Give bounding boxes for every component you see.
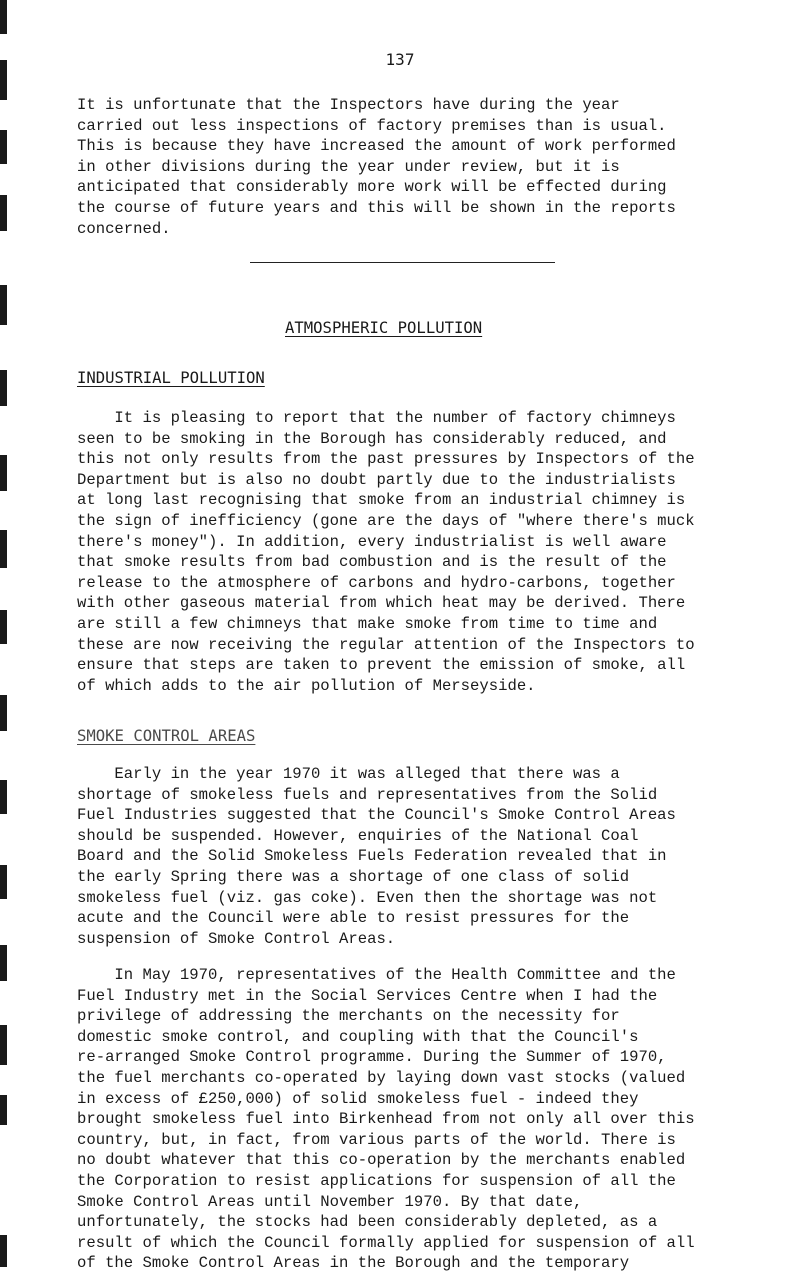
smoke-control-paragraph-1: Early in the year 1970 it was alleged that there was a shortage of smokeless fuels and representatives from the Solid Fuel Industries suggested that the Council's Smoke Control Areas should be suspended. However, enquiries of the National Coal Board and the Solid Smokeless Fuels Federation revealed that in the early Spring there was a shortage of one class of solid smokeless fuel (viz. gas coke). Even then the shortage was not acute and the Council were able to resist pressures for the suspension of Smoke Control Areas.: [77, 765, 676, 948]
industrial-pollution-heading: INDUSTRIAL POLLUTION: [77, 369, 265, 387]
section-title: ATMOSPHERIC POLLUTION: [285, 319, 483, 337]
binding-mark: [0, 695, 7, 731]
intro-paragraph: It is unfortunate that the Inspectors have during the year carried out less inspections of factory premises than is usual. This is because they have increased the amount of work performed in other divisions during the year under review, but it is anticipated that considerably more work will be effected during the course of future years and this will be shown in the reports concerned.: [77, 96, 676, 238]
smoke-control-heading: SMOKE CONTROL AREAS: [77, 727, 256, 745]
binding-mark: [0, 865, 7, 899]
binding-mark: [0, 610, 7, 644]
smoke-control-paragraph-2: In May 1970, representatives of the Health Committee and the Fuel Industry met in the Social Services Centre when I had the privilege of addressing the merchants on the necessity for domestic smoke control, and coupling with that the Council's re-arranged Smoke Control programme. During the Summer of 1970, the fuel merchants co-operated by laying down vast stocks (valued in excess of £250,000) of solid smokeless fuel - indeed they brought smokeless fuel into Birkenhead from not only all over this country, but, in fact, from various parts of the world. There is no doubt whatever that this co-operation by the merchants enabled the Corporation to resist applications for suspension of all the Smoke Control Areas until November 1970. By that date, unfortunately, the stocks had been considerably depleted, as a result of which the Council formally applied for suspension of all of the Smoke Control Areas in the Borough and the temporary: [77, 966, 695, 1273]
page-number: 137: [385, 50, 415, 69]
binding-mark: [0, 1235, 7, 1267]
section-divider: [250, 262, 555, 263]
binding-mark: [0, 530, 7, 568]
binding-mark: [0, 780, 7, 814]
industrial-pollution-paragraph: It is pleasing to report that the number of factory chimneys seen to be smoking in the Borough has considerably reduced, and this not only results from the past pressures by Inspectors of the Department but is also no doubt partly due to the industrialists at long last recognising that smoke from an industrial chimney is the sign of inefficiency (gone are the days of "where there's muck there's money"). In addition, every industrialist is well aware that smoke results from bad combustion and is the result of the release to the atmosphere of carbons and hydro-carbons, together with other gaseous material from which heat may be derived. There are still a few chimneys that make smoke from time to time and these are now receiving the regular attention of the Inspectors to ensure that steps are taken to prevent the emission of smoke, all of which adds to the air pollution of Merseyside.: [77, 409, 695, 695]
binding-mark: [0, 370, 7, 406]
binding-mark: [0, 455, 7, 491]
binding-mark: [0, 130, 7, 164]
binding-mark: [0, 285, 7, 325]
binding-mark: [0, 0, 7, 34]
binding-mark: [0, 1095, 7, 1125]
binding-mark: [0, 945, 7, 981]
binding-mark: [0, 1025, 7, 1065]
binding-mark: [0, 195, 7, 231]
binding-edge: [0, 0, 14, 1267]
